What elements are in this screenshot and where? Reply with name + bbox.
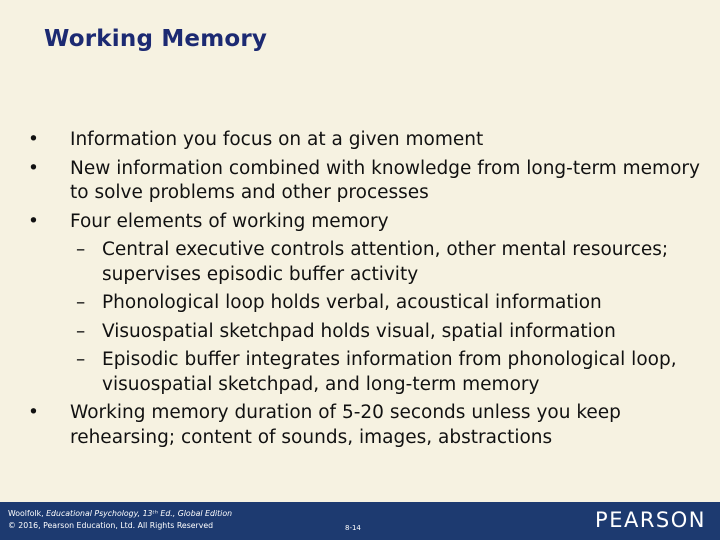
sub-bullet-marker: – (76, 239, 86, 260)
bullet-list (0, 128, 700, 450)
sub-bullet-text: Central executive controls attention, other mental resources; supervises episodic buffer activity (102, 239, 669, 285)
sub-bullet-marker: – (76, 320, 86, 342)
bullet-marker: • (28, 157, 39, 179)
bullet-text: Four elements of working memory (70, 210, 389, 232)
sub-bullet-text: Visuospatial sketchpad holds visual, spatial information (102, 320, 616, 342)
sub-bullet-marker: – (76, 349, 86, 370)
bullet-marker: • (28, 129, 39, 150)
sub-bullet-text: Episodic buffer integrates information from phonological loop, visuospatial sketchpad, and long-term memory (102, 349, 677, 395)
bullet-text: New information combined with knowledge from long-term memory to solve problems and other processes (70, 157, 700, 203)
bullet-item (0, 210, 700, 235)
footer-bar (0, 502, 720, 540)
pearson-logo: PEARSON (595, 508, 706, 532)
citation-line (8, 508, 232, 520)
page-number: 8-14 (345, 524, 361, 532)
sub-bullet-item (0, 238, 700, 287)
sub-bullet-item (0, 348, 700, 397)
citation-title: Educational Psychology, 13ᵗʰ Ed., Global Edition (46, 509, 233, 518)
bullet-text: Information you focus on at a given moment (70, 129, 484, 150)
sub-bullet-text: Phonological loop holds verbal, acoustical information (102, 292, 602, 313)
bullet-marker: • (28, 402, 39, 423)
sub-bullet-item (0, 320, 700, 345)
copyright-line: © 2016, Pearson Education, Ltd. All Rights Reserved (8, 521, 214, 530)
sub-bullet-marker: – (76, 292, 86, 313)
bullet-text: Working memory duration of 5-20 seconds unless you keep rehearsing; content of sounds, images, abstractions (70, 402, 621, 448)
slide-title: Working Memory (44, 26, 268, 52)
bullet-marker: • (28, 210, 39, 232)
bullet-item (0, 157, 700, 206)
sub-bullet-item (0, 291, 700, 316)
citation-author: Woolfolk, (8, 509, 47, 518)
bullet-item (0, 401, 700, 450)
bullet-item (0, 128, 700, 153)
citation (8, 508, 232, 532)
